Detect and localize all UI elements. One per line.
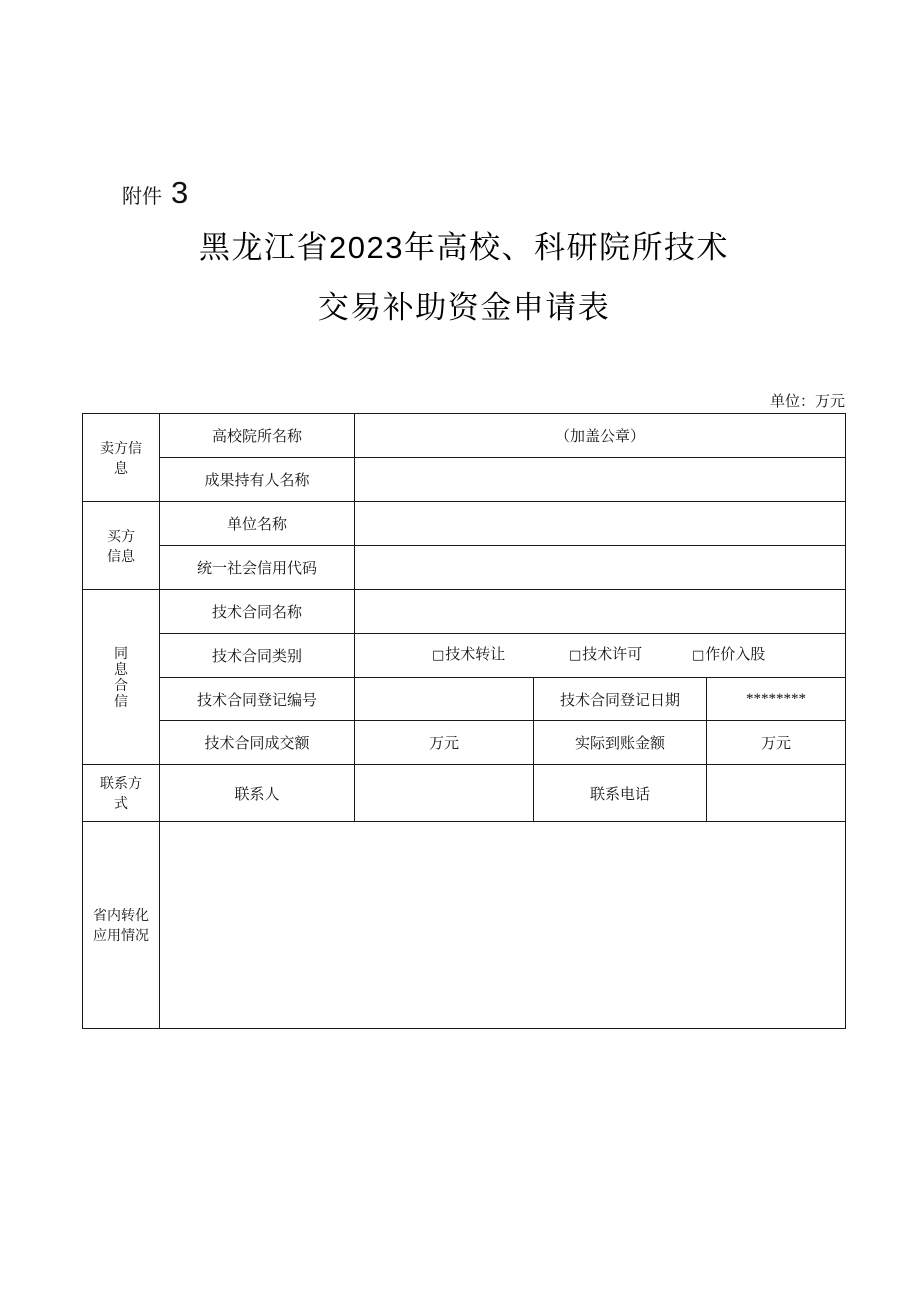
registration-date-label: 技术合同登记日期 bbox=[534, 678, 707, 721]
contract-group-label bbox=[83, 590, 160, 765]
option-label: 技术许可 bbox=[582, 647, 643, 663]
group-label-line: 联系方 bbox=[100, 775, 142, 791]
application-description-field[interactable] bbox=[160, 822, 846, 1029]
form-row bbox=[83, 458, 846, 502]
option-technology-transfer[interactable] bbox=[432, 634, 505, 677]
contact-group-label bbox=[83, 765, 160, 822]
application-form-table bbox=[82, 413, 846, 1029]
registration-number-field[interactable] bbox=[355, 678, 534, 721]
contract-type-options bbox=[355, 634, 846, 678]
form-row bbox=[83, 678, 846, 721]
institution-name-label: 高校院所名称 bbox=[160, 414, 355, 458]
group-label-line: 同 bbox=[114, 645, 128, 661]
form-row bbox=[83, 634, 846, 678]
application-group-label bbox=[83, 822, 160, 1029]
group-label-line: 省内转化 bbox=[93, 907, 149, 923]
contract-type-label: 技术合同类别 bbox=[160, 634, 355, 678]
form-row bbox=[83, 502, 846, 546]
holder-name-field[interactable] bbox=[355, 458, 846, 502]
contact-phone-label: 联系电话 bbox=[534, 765, 707, 822]
registration-date-value: ******** bbox=[746, 690, 807, 707]
contract-name-label: 技术合同名称 bbox=[160, 590, 355, 634]
group-label-line: 息 bbox=[114, 459, 128, 476]
transaction-amount-label: 技术合同成交额 bbox=[160, 721, 355, 765]
received-amount-unit: 万元 bbox=[761, 736, 792, 752]
group-label-line: 合 bbox=[114, 677, 128, 693]
attachment-label: 附件 bbox=[122, 186, 162, 208]
form-row bbox=[83, 765, 846, 822]
transaction-amount-unit: 万元 bbox=[428, 736, 459, 752]
option-label: 技术转让 bbox=[445, 647, 506, 663]
unit-name-field[interactable] bbox=[355, 502, 846, 546]
seller-group-label bbox=[83, 414, 160, 502]
unit-name-label: 单位名称 bbox=[160, 502, 355, 546]
group-label-line: 买方 bbox=[107, 527, 135, 544]
form-row bbox=[83, 546, 846, 590]
group-label-line: 式 bbox=[114, 795, 128, 811]
page-title-line-2: 交易补助资金申请表 bbox=[317, 290, 611, 325]
option-technology-license[interactable] bbox=[569, 634, 642, 677]
attachment-heading bbox=[122, 176, 188, 214]
checkbox-icon[interactable]: □ bbox=[569, 648, 582, 663]
received-amount-field[interactable] bbox=[707, 721, 846, 765]
group-label-line: 息 bbox=[114, 661, 128, 677]
holder-name-label: 成果持有人名称 bbox=[160, 458, 355, 502]
attachment-number: 3 bbox=[171, 175, 189, 210]
contact-person-field[interactable] bbox=[355, 765, 534, 822]
institution-name-hint: （加盖公章） bbox=[555, 429, 646, 445]
contact-person-label: 联系人 bbox=[160, 765, 355, 822]
contact-phone-field[interactable] bbox=[707, 765, 846, 822]
form-row bbox=[83, 590, 846, 634]
group-label-line: 应用情况 bbox=[93, 927, 149, 943]
group-label-line: 信息 bbox=[107, 547, 135, 564]
unit-note: 单位：万元 bbox=[769, 394, 845, 410]
form-row bbox=[83, 822, 846, 1029]
page-title-line-1: 黑龙江省2023年高校、科研院所技术 bbox=[199, 230, 729, 265]
group-label-line: 信 bbox=[114, 693, 128, 709]
option-label: 作价入股 bbox=[705, 647, 766, 663]
credit-code-label: 统一社会信用代码 bbox=[160, 546, 355, 590]
contract-name-field[interactable] bbox=[355, 590, 846, 634]
group-label-line: 卖方信 bbox=[100, 439, 142, 456]
buyer-group-label bbox=[83, 502, 160, 590]
checkbox-icon[interactable]: □ bbox=[432, 648, 445, 663]
option-equity-investment[interactable] bbox=[692, 634, 765, 677]
registration-date-field[interactable] bbox=[707, 678, 846, 721]
form-row bbox=[83, 721, 846, 765]
registration-number-label: 技术合同登记编号 bbox=[160, 678, 355, 721]
contract-type-option-group bbox=[355, 634, 845, 677]
institution-name-field[interactable] bbox=[355, 414, 846, 458]
credit-code-field[interactable] bbox=[355, 546, 846, 590]
form-row bbox=[83, 414, 846, 458]
checkbox-icon[interactable]: □ bbox=[692, 648, 705, 663]
received-amount-label: 实际到账金额 bbox=[534, 721, 707, 765]
transaction-amount-field[interactable] bbox=[355, 721, 534, 765]
